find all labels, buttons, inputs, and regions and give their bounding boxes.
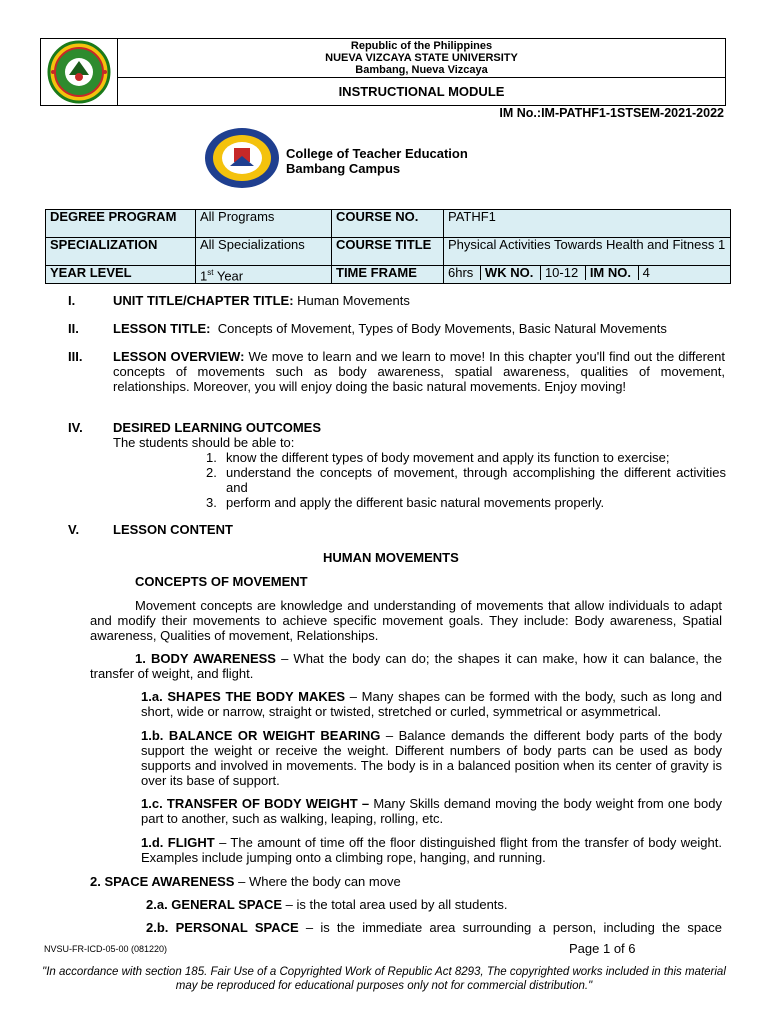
specialization-value: All Specializations <box>196 238 332 266</box>
section-4-label: DESIRED LEARNING OUTCOMES <box>113 420 322 435</box>
transfer-text: Many Skills demand moving the body weight from one body part to another, such as walking, leaping, rolling, etc. <box>141 796 722 826</box>
university-seal-icon <box>41 39 118 105</box>
section-2-number: II. <box>68 321 79 336</box>
college-name-block <box>286 146 468 176</box>
section-5-number: V. <box>68 522 80 537</box>
general-space-label: 2.a. GENERAL SPACE <box>146 897 283 912</box>
outcome-item <box>206 450 726 465</box>
shapes-label: 1.a. SHAPES THE BODY MAKES <box>141 689 346 704</box>
section-1-label: UNIT TITLE/CHAPTER TITLE: <box>113 293 294 308</box>
college-seal-icon <box>203 126 281 190</box>
flight-text: – The amount of time off the floor distinguished flight from the transfer of body weight. Examples include jumping onto a climbing rope, hanging, and running. <box>141 835 722 865</box>
transfer-para <box>141 796 722 826</box>
outcome-number: 2. <box>206 465 217 480</box>
university-name: NUEVA VIZCAYA STATE UNIVERSITY <box>325 52 518 64</box>
section-3-value: We move to learn and we learn to move! In this chapter you'll find out the different concepts of movements such as body awareness, spatial awareness, qualities of movement, relationships. Moreover, you will enjoy doing the basic natural movements. Enjoy moving! <box>113 349 725 394</box>
content-subheading: CONCEPTS OF MOVEMENT <box>135 574 308 589</box>
degree-program-label: DEGREE PROGRAM <box>46 210 196 238</box>
year-rest: Year <box>213 268 244 284</box>
flight-label: 1.d. FLIGHT <box>141 835 215 850</box>
specialization-label: SPECIALIZATION <box>46 238 196 266</box>
section-2-label: LESSON TITLE: <box>113 321 211 336</box>
section-2-body <box>113 321 725 336</box>
header-table <box>40 38 726 106</box>
course-no-label: COURSE NO. <box>332 210 444 238</box>
wk-no-value: 10-12 <box>540 265 578 280</box>
college-name: College of Teacher Education <box>286 146 468 161</box>
transfer-label: 1.c. TRANSFER OF BODY WEIGHT – <box>141 796 370 811</box>
shapes-para <box>141 689 722 719</box>
time-frame-row <box>444 266 731 284</box>
flight-para <box>141 835 722 865</box>
outcome-item <box>206 465 726 495</box>
degree-program-value: All Programs <box>196 210 332 238</box>
wk-no-label: WK NO. <box>480 265 533 280</box>
course-title-label: COURSE TITLE <box>332 238 444 266</box>
year-sup: st <box>207 268 214 277</box>
general-space-para <box>146 897 722 912</box>
outcome-text: perform and apply the different basic natural movements properly. <box>226 495 605 510</box>
module-title: INSTRUCTIONAL MODULE <box>338 84 505 99</box>
section-3-number: III. <box>68 349 83 364</box>
shapes-text: – Many shapes can be formed with the body, such as long and short, wide or narrow, straight or twisted, stretched or curled, symmetrical or asymmetrical. <box>141 689 722 719</box>
section-1-body <box>113 293 725 308</box>
course-no-value: PATHF1 <box>444 210 731 238</box>
body-awareness-para <box>90 651 722 681</box>
institution-block <box>118 39 725 78</box>
time-frame-label: TIME FRAME <box>332 266 444 284</box>
general-space-text: – is the total area used by all students. <box>282 897 508 912</box>
outcome-number: 3. <box>206 495 217 510</box>
university-logo-cell <box>41 39 118 105</box>
outcome-item <box>206 495 726 510</box>
section-4-number: IV. <box>68 420 83 435</box>
year-level-value <box>196 266 332 284</box>
republic-line: Republic of the Philippines <box>350 40 493 52</box>
section-5-label: LESSON CONTENT <box>113 522 233 537</box>
section-1-value: Human Movements <box>293 293 410 308</box>
campus-name: Bambang Campus <box>286 161 401 176</box>
section-1-number: I. <box>68 293 76 308</box>
balance-text: – Balance demands the different body parts of the body support the weight or receive the weight. Different numbers of body parts can be used as body supports and involved in movements. The body is in a balanced position when its center of gravity is over its base of support. <box>141 728 723 788</box>
space-awareness-para <box>90 874 722 889</box>
page-number: Page 1 of 6 <box>569 941 636 956</box>
personal-space-para <box>146 920 722 935</box>
outcome-text: know the different types of body movement and apply its function to exercise; <box>226 450 670 465</box>
space-awareness-label: 2. SPACE AWARENESS <box>90 874 235 889</box>
outcomes-list <box>206 450 726 510</box>
year-level-label: YEAR LEVEL <box>46 266 196 284</box>
body-awareness-text: – What the body can do; the shapes it can make, how it can balance, the transfer of weight, and flight. <box>90 651 722 681</box>
im-no-label: IM NO. <box>585 265 631 280</box>
outcome-number: 1. <box>206 450 217 465</box>
copyright-note: "In accordance with section 185. Fair Use of a Copyrighted Work of Republic Act 8293, The copyrighted works included in this material may be reproduced for educational purposes only not for commercial distribution." <box>42 966 726 992</box>
section-4-intro: The students should be able to: <box>113 435 295 450</box>
im-no-value: 4 <box>638 265 650 280</box>
course-title-value: Physical Activities Towards Health and Fitness 1 <box>444 238 731 266</box>
form-code: NVSU-FR-ICD-05-00 (081220) <box>44 944 168 954</box>
time-frame-value: 6hrs <box>448 265 474 280</box>
outcome-text: understand the concepts of movement, through accomplishing the different activities and <box>226 465 726 495</box>
balance-label: 1.b. BALANCE OR WEIGHT BEARING <box>141 728 381 743</box>
im-number: IM No.:IM-PATHF1-1STSEM-2021-2022 <box>499 106 724 120</box>
space-awareness-text: – Where the body can move <box>234 874 401 889</box>
balance-para <box>141 728 722 788</box>
section-2-value: Concepts of Movement, Types of Body Movements, Basic Natural Movements <box>210 321 667 336</box>
course-info-table <box>45 209 731 284</box>
section-3-body <box>113 349 725 394</box>
content-heading: HUMAN MOVEMENTS <box>323 550 459 565</box>
university-location: Bambang, Nueva Vizcaya <box>355 64 488 76</box>
content-intro: Movement concepts are knowledge and understanding of movements that allow individuals to adapt and modify their movements to achieve specific movement goals. They include: Body awareness, Spatial awareness, Qualities of movement, Relationships. <box>90 598 722 643</box>
personal-space-label: 2.b. PERSONAL SPACE <box>146 920 299 935</box>
year-num: 1 <box>200 268 208 284</box>
section-4-body <box>113 420 725 450</box>
personal-space-text: – is the immediate area surrounding a person, including the space <box>298 920 723 935</box>
section-3-label: LESSON OVERVIEW: <box>113 349 245 364</box>
body-awareness-label: 1. BODY AWARENESS <box>135 651 276 666</box>
